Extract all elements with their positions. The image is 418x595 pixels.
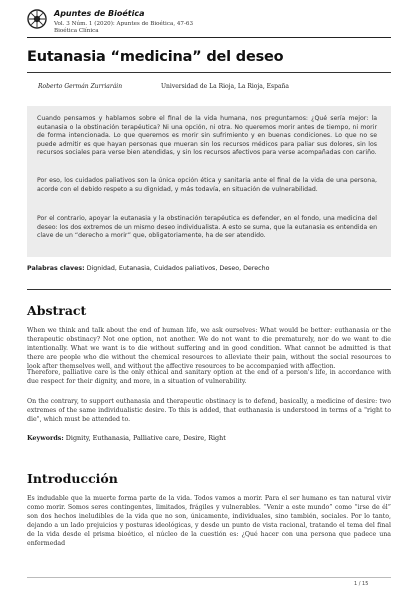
page-number: 1 / 15: [354, 581, 369, 587]
section-name: Bioética Clínica: [54, 28, 99, 34]
issue-line: Vol. 3 Núm. 1 (2020): Apuntes de Bioética, 47-63: [54, 21, 193, 27]
resumen-paragraph: Por el contrario, apoyar la eutanasia y la obstinación terapéutica es defender, en el fondo, una medicina del deseo: los dos extremos de un mismo deseo individualista. A esto se suma, que la eutanasia es entendida en clave de un “derecho a morir” que, obligatoriamente, ha de ser atendido.: [37, 215, 377, 240]
abstract-paragraph: When we think and talk about the end of human life, we ask ourselves: What would be better: euthanasia or the therapeutic obstinacy? Not one option, not another. We do not want to die prematurely, nor do we want to die intentionally. What we want is to die without suffering and in good condition. What cannot be admitted is that there are people who die without the chemical resources to alleviate their pain, without the social resources to look after themselves well, and without the affective resources to be accompanied with affection.: [27, 327, 391, 370]
author-name: Roberto Germán Zurriaráin: [38, 83, 123, 90]
abstract-heading: Abstract: [27, 303, 87, 318]
header-divider: [27, 37, 391, 38]
author-affiliation: Universidad de La Rioja, La Rioja, España: [161, 83, 289, 90]
resumen-paragraph: Cuando pensamos y hablamos sobre el final de la vida humana, nos preguntamos: ¿Qué sería mejor: la eutanasia o la obstinación terapéutica? Ni una opción, ni otra. No queremos morir antes de tiempo, ni morir de forma intencionada. Lo que queremos es morir sin sufrimiento y en buenas condiciones. Lo que no se puede admitir es que hayan personas que mueran sin los recursos médicos para paliar sus dolores, sin los recursos sociales para verse bien atendidas, y sin los recursos afectivos para verse acompañadas con cariño.: [37, 115, 377, 157]
keywords-text: Dignidad, Eutanasia, Cuidados paliativos, Deseo, Derecho: [84, 265, 270, 272]
abstract-paragraph: Therefore, palliative care is the only ethical and sanitary option at the end of a person's life, in accordance with due respect for their dignity, and more, in a situation of vulnerability.: [27, 369, 391, 385]
journal-header: [27, 7, 397, 37]
journal-title: Apuntes de Bioética: [54, 9, 145, 18]
author-line: [38, 83, 289, 90]
spanish-keywords: [27, 265, 391, 272]
keywords-label: Keywords:: [27, 434, 64, 442]
section-divider: [27, 289, 391, 290]
english-keywords: [27, 434, 391, 442]
footer-divider: [27, 577, 391, 578]
journal-logo-icon: [27, 9, 47, 29]
keywords-label: Palabras claves:: [27, 265, 85, 272]
spanish-abstract-box: [27, 106, 391, 257]
resumen-paragraph: Por eso, los cuidados paliativos son la única opción ética y sanitaria ante el final de la vida de una persona, acorde con el debido respeto a su dignidad, y más todavía, en situación de vulnerabilidad.: [37, 177, 377, 193]
introduction-heading: Introducción: [27, 471, 118, 486]
abstract-paragraph: On the contrary, to support euthanasia and therapeutic obstinacy is to defend, basically, a medicine of desire: two extremes of the same individualistic desire. To this is added, that euthanasia is understood in terms of a "right to die", which must be attended to.: [27, 398, 391, 423]
title-divider: [27, 72, 391, 73]
keywords-text: Dignity, Euthanasia, Palliative care, Desire, Right: [63, 434, 226, 442]
introduction-paragraph: Es indudable que la muerte forma parte de la vida. Todos vamos a morir. Para el ser humano es tan natural vivir como morir. Somos seres contingentes, limitados, frágiles y vulnerables. “Venir a este mundo” como “irse de él” son dos hechos ineludibles de la vida que no son, únicamente, individuales, sino también, sociales. Por lo tanto, dejando a un lado prejuicios y posturas ideológicas, y desde un punto de vista racional, tratando el tema del final de la vida desde el prisma bioético, el núcleo de la cuestión es: ¿Qué hacer con una persona que padece una enfermedad: [27, 495, 391, 547]
article-title: Eutanasia “medicina” del deseo: [27, 49, 284, 65]
